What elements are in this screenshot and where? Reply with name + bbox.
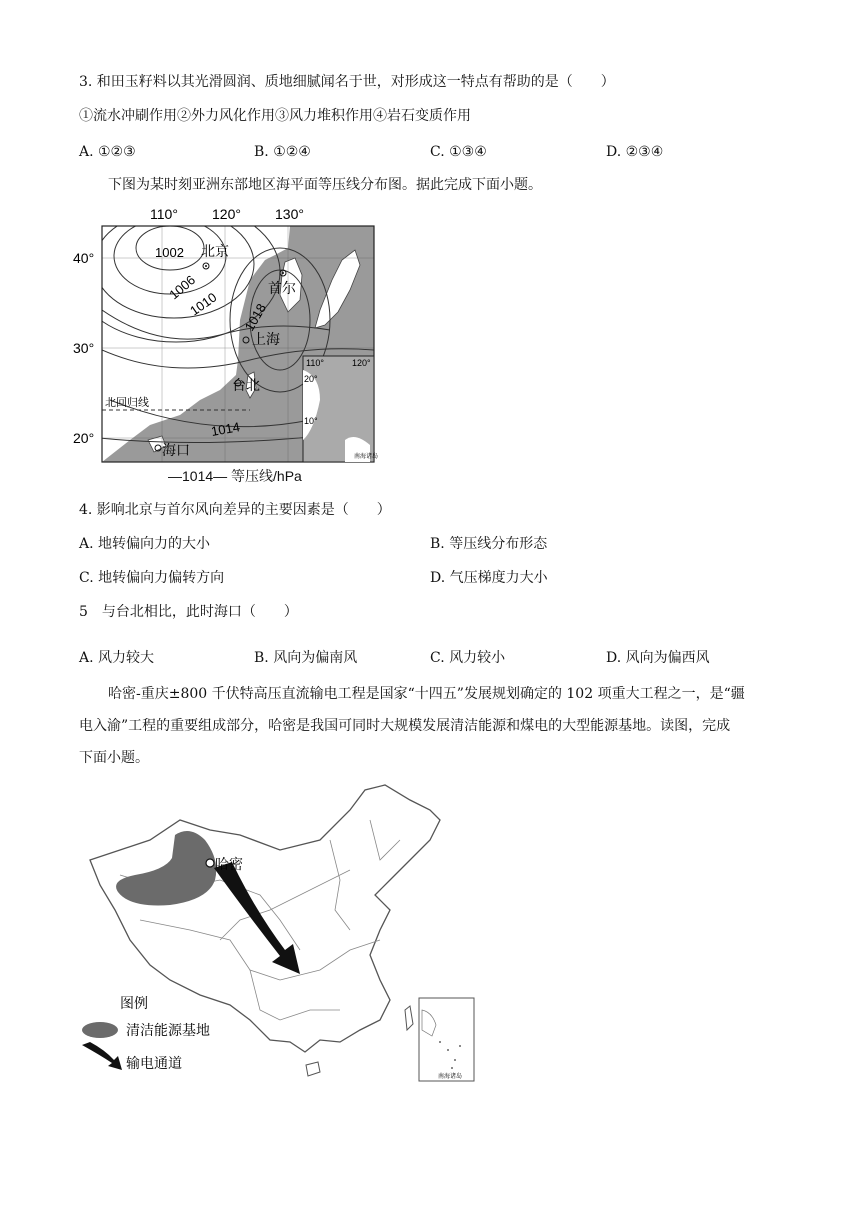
south-sea-inset [303, 356, 378, 462]
isobar-label-1002: 1002 [155, 245, 184, 260]
q4-option-c: C. 地转偏向力偏转方向 [79, 570, 225, 586]
isobar-label-1006: 1006 [166, 272, 199, 303]
lon-110-label: 110° [150, 206, 178, 222]
svg-text:120°: 120° [352, 358, 371, 368]
q4-option-a: A. 地转偏向力的大小 [79, 536, 211, 552]
taiwan-island [405, 1006, 413, 1030]
lat-30-label: 30° [73, 340, 95, 356]
intro-hami-line1: 哈密-重庆±800 千伏特高压直流输电工程是国家“十四五”发展规划确定的 102 项重大工程之一，是“疆 [108, 686, 745, 702]
svg-text:南海诸岛: 南海诸岛 [354, 453, 379, 460]
q3-option-a: A. ①②③ [79, 144, 136, 160]
intro-isobar: 下图为某时刻亚洲东部地区海平面等压线分布图。据此完成下面小题。 [108, 177, 542, 193]
isobar-label-1018: 1018 [241, 300, 270, 334]
china-map [80, 780, 480, 1090]
legend-swatch-arrow [82, 1042, 122, 1070]
q5-stem: 5 与台北相比，此时海口（ ） [79, 604, 298, 620]
q3-option-d: D. ②③④ [606, 144, 664, 160]
q3-stem: 3. 和田玉籽料以其光滑圆润、质地细腻闻名于世，对形成这一特点有帮助的是（ ） [79, 74, 615, 90]
q5-option-b: B. 风向为偏南风 [254, 650, 358, 666]
isobar-label-1014: 1014 [209, 419, 242, 439]
intro-hami-line2: 电入渝”工程的重要组成部分，哈密是我国可同时大规模发展清洁能源和煤电的大型能源基地。读图，完成 [79, 718, 731, 734]
place-beijing: 北京 [201, 244, 229, 260]
lat-20-label: 20° [73, 430, 95, 446]
china-outline [90, 785, 440, 1052]
q4-option-d: D. 气压梯度力大小 [430, 570, 548, 586]
legend-clean-energy: 清洁能源基地 [126, 1022, 210, 1038]
svg-text:20°: 20° [304, 374, 318, 384]
lon-120-label: 120° [212, 206, 241, 222]
q3-option-b: B. ①②④ [254, 144, 311, 160]
isobar-map [70, 200, 390, 490]
lon-130-label: 130° [275, 206, 304, 222]
place-haikou: 海口 [162, 443, 190, 459]
q3-items: ①流水冲刷作用②外力风化作用③风力堆积作用④岩石变质作用 [79, 108, 471, 124]
place-seoul: 首尔 [268, 281, 296, 297]
q5-option-d: D. 风向为偏西风 [606, 650, 710, 666]
svg-text:110°: 110° [306, 358, 324, 368]
lat-40-label: 40° [73, 250, 95, 266]
isobar-label-1010: 1010 [187, 289, 220, 319]
hainan-island [306, 1062, 320, 1076]
legend-title: 图例 [120, 995, 148, 1011]
legend-swatch-base [82, 1022, 118, 1038]
q3-option-c: C. ①③④ [430, 144, 487, 160]
svg-text:南海诸岛: 南海诸岛 [438, 1073, 463, 1080]
q4-stem: 4. 影响北京与首尔风向差异的主要因素是（ ） [79, 502, 391, 518]
city-hami: 哈密 [215, 856, 243, 872]
q5-option-a: A. 风力较大 [79, 650, 155, 666]
legend-channel: 输电通道 [126, 1055, 182, 1071]
south-sea-inset [419, 998, 474, 1081]
place-shanghai: 上海 [252, 332, 280, 348]
tropic-label: 北回归线 [105, 397, 149, 409]
place-taipei: 台北 [232, 378, 260, 394]
intro-hami-line3: 下面小题。 [79, 750, 149, 766]
q4-option-b: B. 等压线分布形态 [430, 536, 548, 552]
isobar-legend: —1014— 等压线/hPa [168, 468, 302, 484]
q5-option-c: C. 风力较小 [430, 650, 506, 666]
svg-text:10°: 10° [304, 416, 318, 426]
